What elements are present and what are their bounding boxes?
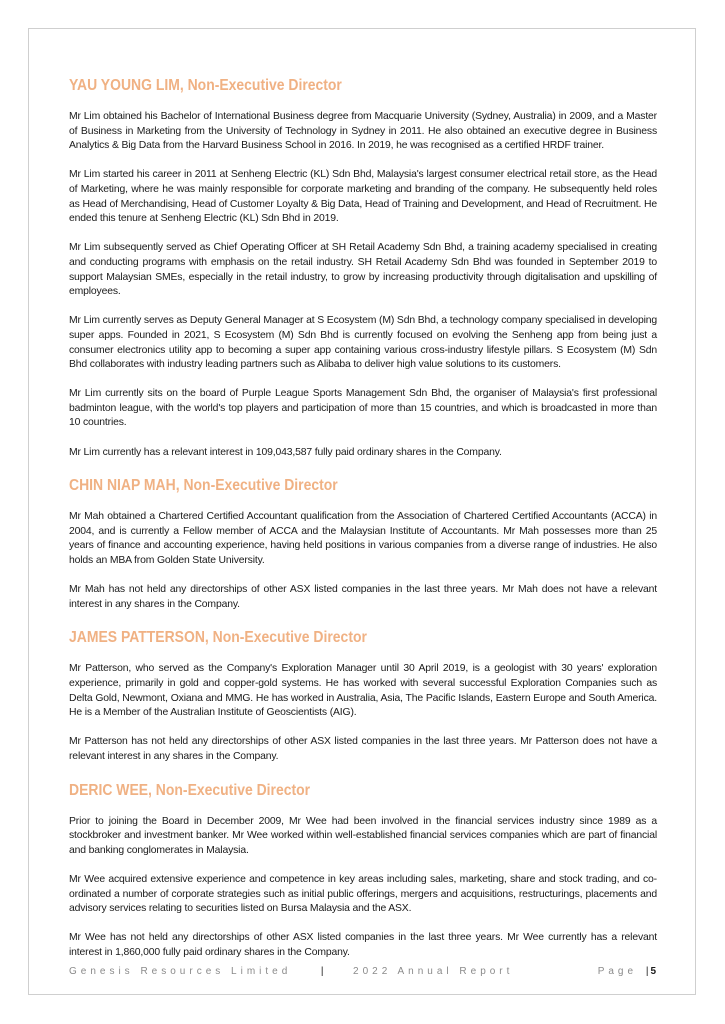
footer-company: Genesis Resources Limited bbox=[69, 966, 292, 977]
paragraph: Mr Lim obtained his Bachelor of International Business degree from Macquarie University (Sydney, Australia) in 2009, and a Master of Business in Marketing from the University of Technology in Sydney in 2011. He also obtained an executive degree in Business Analytics & Big Data from the Harvard Business School in 2016. In 2019, he was recognised as a certified HRDF trainer. bbox=[69, 111, 657, 152]
document-body bbox=[69, 76, 657, 961]
paragraph: Mr Lim currently serves as Deputy General Manager at S Ecosystem (M) Sdn Bhd, a technology company specialised in developing super apps. Founded in 2021, S Ecosystem (M) Sdn Bhd is currently focused on evolving the Senheng app from being just a consumer electronics utility app to becoming a super app containing various cross-industry lifestyle pillars. S Ecosystem (M) Sdn Bhd collaborates with industry leading partners such as Alibaba to deliver high value solutions to its customers. bbox=[69, 315, 657, 371]
footer-page-separator: | bbox=[645, 966, 649, 977]
footer-separator: | bbox=[320, 966, 324, 977]
page-number: 5 bbox=[650, 966, 656, 977]
section-deric-wee bbox=[69, 781, 657, 961]
paragraph: Mr Wee acquired extensive experience and competence in key areas including sales, marketing, share and stock trading, and co-ordinated a number of corporate strategies such as initial public offerings, mergers and acquisitions, restructurings, placements and advisory services relating to securities listed on Bursa Malaysia and the ASX. bbox=[69, 873, 657, 915]
section-heading: JAMES PATTERSON, Non-Executive Director bbox=[69, 629, 367, 647]
paragraph: Mr Wee has not held any directorships of other ASX listed companies in the last three years. Mr Wee currently has a relevant interest in 1,860,000 fully paid ordinary shares in the Company. bbox=[69, 932, 657, 958]
paragraph: Mr Lim started his career in 2011 at Senheng Electric (KL) Sdn Bhd, Malaysia's largest consumer electrical retail store, as the Head of Marketing, where he was mainly responsible for corporate marketing and branding of the company. He subsequently held roles as Head of Merchandising, Head of Customer Loyalty & Big Data, Head of Training and Development, and Head of Recruitment. He ended this tenure at Senheng Electric (KL) Sdn Bhd in 2019. bbox=[69, 169, 657, 225]
section-heading: YAU YOUNG LIM, Non-Executive Director bbox=[69, 77, 342, 94]
paragraph: Mr Mah has not held any directorships of other ASX listed companies in the last three years. Mr Mah does not have a relevant interest in any shares in the Company. bbox=[69, 584, 657, 610]
paragraph: Prior to joining the Board in December 2009, Mr Wee had been involved in the financial services industry since 1989 as a stockbroker and investment banker. Mr Wee worked within well-established financial services companies which are part of financial and banking conglomerates in Malaysia. bbox=[69, 815, 657, 856]
footer-report: 2022 Annual Report bbox=[353, 966, 514, 977]
paragraph: Mr Mah obtained a Chartered Certified Accountant qualification from the Association of Chartered Certified Accountants (ACCA) in 2004, and is currently a Fellow member of ACCA and the Malaysian Institute of Accountants. Mr Mah possesses more than 25 years of finance and accounting experience, having held positions in various companies from a diverse range of industries. He also holds an MBA from Golden State University. bbox=[69, 511, 657, 567]
page-footer bbox=[69, 966, 656, 982]
paragraph: Mr Patterson, who served as the Company's Exploration Manager until 30 April 2019, is a geologist with 30 years' exploration experience, primarily in gold and copper-gold systems. He has worked with several successful Exploration Companies such as Delta Gold, Newmont, Oxiana and MMG. He has worked in Australia, Asia, The Pacific Islands, Eastern Europe and South America. He is a Member of the Australian Institute of Geoscientists (AIG). bbox=[69, 663, 657, 719]
paragraph: Mr Lim currently has a relevant interest in 109,043,587 fully paid ordinary shares in the Company. bbox=[69, 446, 502, 458]
paragraph: Mr Lim currently sits on the board of Purple League Sports Management Sdn Bhd, the organiser of Malaysia's first professional badminton league, with the world's top players and participation of more than 15 countries, and which is broadcasted in more than 10 countries. bbox=[69, 388, 657, 429]
section-yau-young-lim bbox=[69, 76, 657, 460]
section-james-patterson bbox=[69, 628, 657, 764]
footer-page-label: Page bbox=[597, 966, 638, 977]
footer-left bbox=[69, 966, 513, 977]
section-heading: DERIC WEE, Non-Executive Director bbox=[69, 781, 311, 799]
section-chin-niap-mah bbox=[69, 476, 657, 612]
section-heading: CHIN NIAP MAH, Non-Executive Director bbox=[69, 477, 338, 495]
paragraph: Mr Patterson has not held any directorships of other ASX listed companies in the last three years. Mr Patterson does not have a relevant interest in any shares in the Company. bbox=[69, 736, 657, 762]
paragraph: Mr Lim subsequently served as Chief Operating Officer at SH Retail Academy Sdn Bhd, a training academy specialised in creating and conducting programs with emphasis on the retail industry. SH Retail Academy Sdn Bhd was founded in September 2019 to support Malaysian SMEs, especially in the retail industry, to grow by increasing productivity through digitalisation and upskilling of employees. bbox=[69, 242, 657, 298]
footer-right bbox=[598, 966, 656, 977]
